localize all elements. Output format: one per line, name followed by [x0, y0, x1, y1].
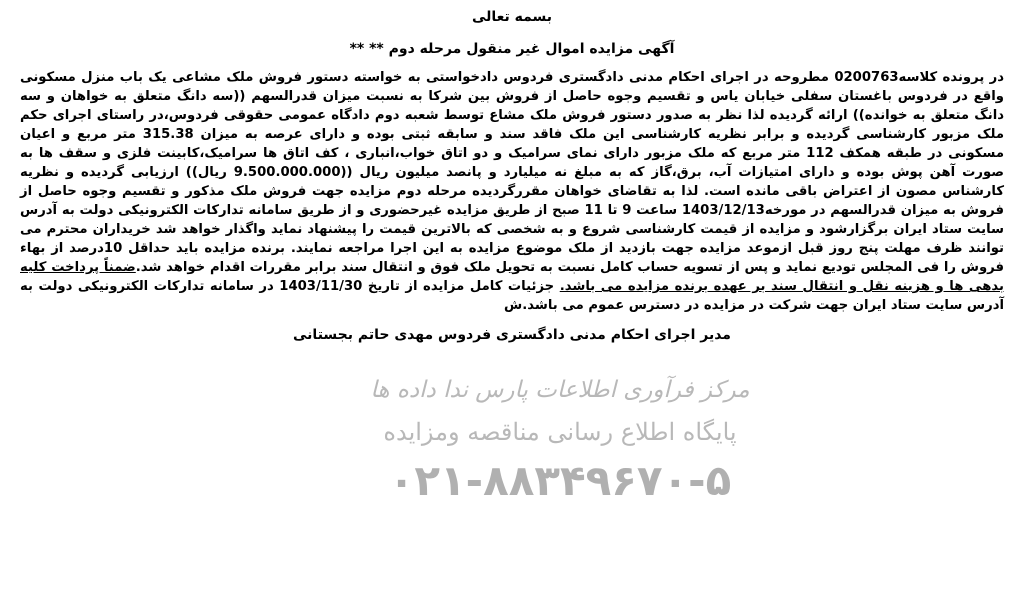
notice-body-part-2: جزئیات کامل مزایده از تاریخ 1403/11/30 در سامانه تدارکات الکترونیکی دولت به آدرس سایت ستاد ایران جهت شرکت در مزایده در دسترس عموم می باشد.ش: [20, 279, 1004, 313]
watermark-phone-number: ۰۲۱-۸۸۳۴۹۶۷۰-۵: [388, 456, 732, 505]
notice-title: آگهی مزایده اموال غیر منقول مرحله دوم ** **: [349, 41, 675, 57]
notice-body-underlined: ضمناً پرداخت کلیه بدهی ها و هزینه نقل و انتقال سند بر عهده برنده مزایده می باشد.: [20, 260, 1004, 294]
basmala-heading: بسمه تعالی: [471, 9, 553, 25]
notice-body-part-1: در پرونده کلاسه0200763 مطروحه در اجرای احکام مدنی دادگستری فردوس دادخواستی به خواسته دستور فروش ملک مشاعی یک باب منزل مسکونی واقع در فردوس باغستان سفلی خیابان یاس و تقسیم وجوه حاصل از فروش بین شرکا به نسبت میزان قدرالسهم ((سه دانگ متعلق به خواهان و سه دانگ متعلق به خوانده)) ارائه گردیده لذا نظر به صدور دستور فروش ملک مشاع توسط شعبه دوم دادگاه عمومی حقوقی فردوس،در راستای اجرای حکم ملک مزبور کارشناسی گردیده و برابر نظریه کارشناسی این ملک فاقد سند و سابقه ثبتی بوده و دارای عرصه به میزان 315.38 متر مربع و اعیان مسکونی در طبقه همکف 112 متر مربع که ملک مزبور دارای نمای سرامیک و دو اتاق خواب،انباری ، کف اتاق ها سرامیک،کابینت فلزی و سقف ها به صورت آهن پوش بوده و دارای امتیازات آب، برق،گاز که به مبلغ نه میلیارد و پانصد میلیون ریال ((9.500.000.000 ریال)) ارزیابی گردیده و نظریه کارشناس مصون از اعتراض باقی مانده است. لذا به تقاضای خواهان مقررگردیده مرحله دوم مزایده جهت فروش ملک مذکور و تقسیم وجوه حاصل از فروش به میزان قدرالسهم در مورخه1403/12/13 ساعت 9 تا 11 صبح از طریق مزایده غیرحضوری و از طریق سامانه تدارکات الکترونیکی دولت به آدرس سایت ستاد ایران برگزارشود و مزایده از قیمت کارشناسی شروع و به شخصی که بالاترین قیمت را پیشنهاد نماید واگذار خواهد شد خریداران محترم می توانند ظرف مهلت پنج روز قبل ازموعد مزایده جهت بازدید از ملک موضوع مزایده به این اجرا مراجعه نمایند. برنده مزایده باید حداقل 10درصد از بهاء فروش را فی المجلس تودیع نماید و پس از تسویه حساب کامل نسبت به تحویل ملک فوق و انتقال سند برابر مقررات اقدام خواهد شد.: [20, 70, 1004, 275]
notice-body: [16, 68, 1008, 315]
signature-line: مدیر اجرای احکام مدنی دادگستری فردوس مهدی حاتم بجستانی: [293, 327, 731, 343]
watermark-company-name: مرکز فرآوری اطلاعات پارس ندا داده ها: [370, 377, 750, 403]
watermark-portal-name: پایگاه اطلاع رسانی مناقصه ومزایده: [383, 418, 737, 446]
